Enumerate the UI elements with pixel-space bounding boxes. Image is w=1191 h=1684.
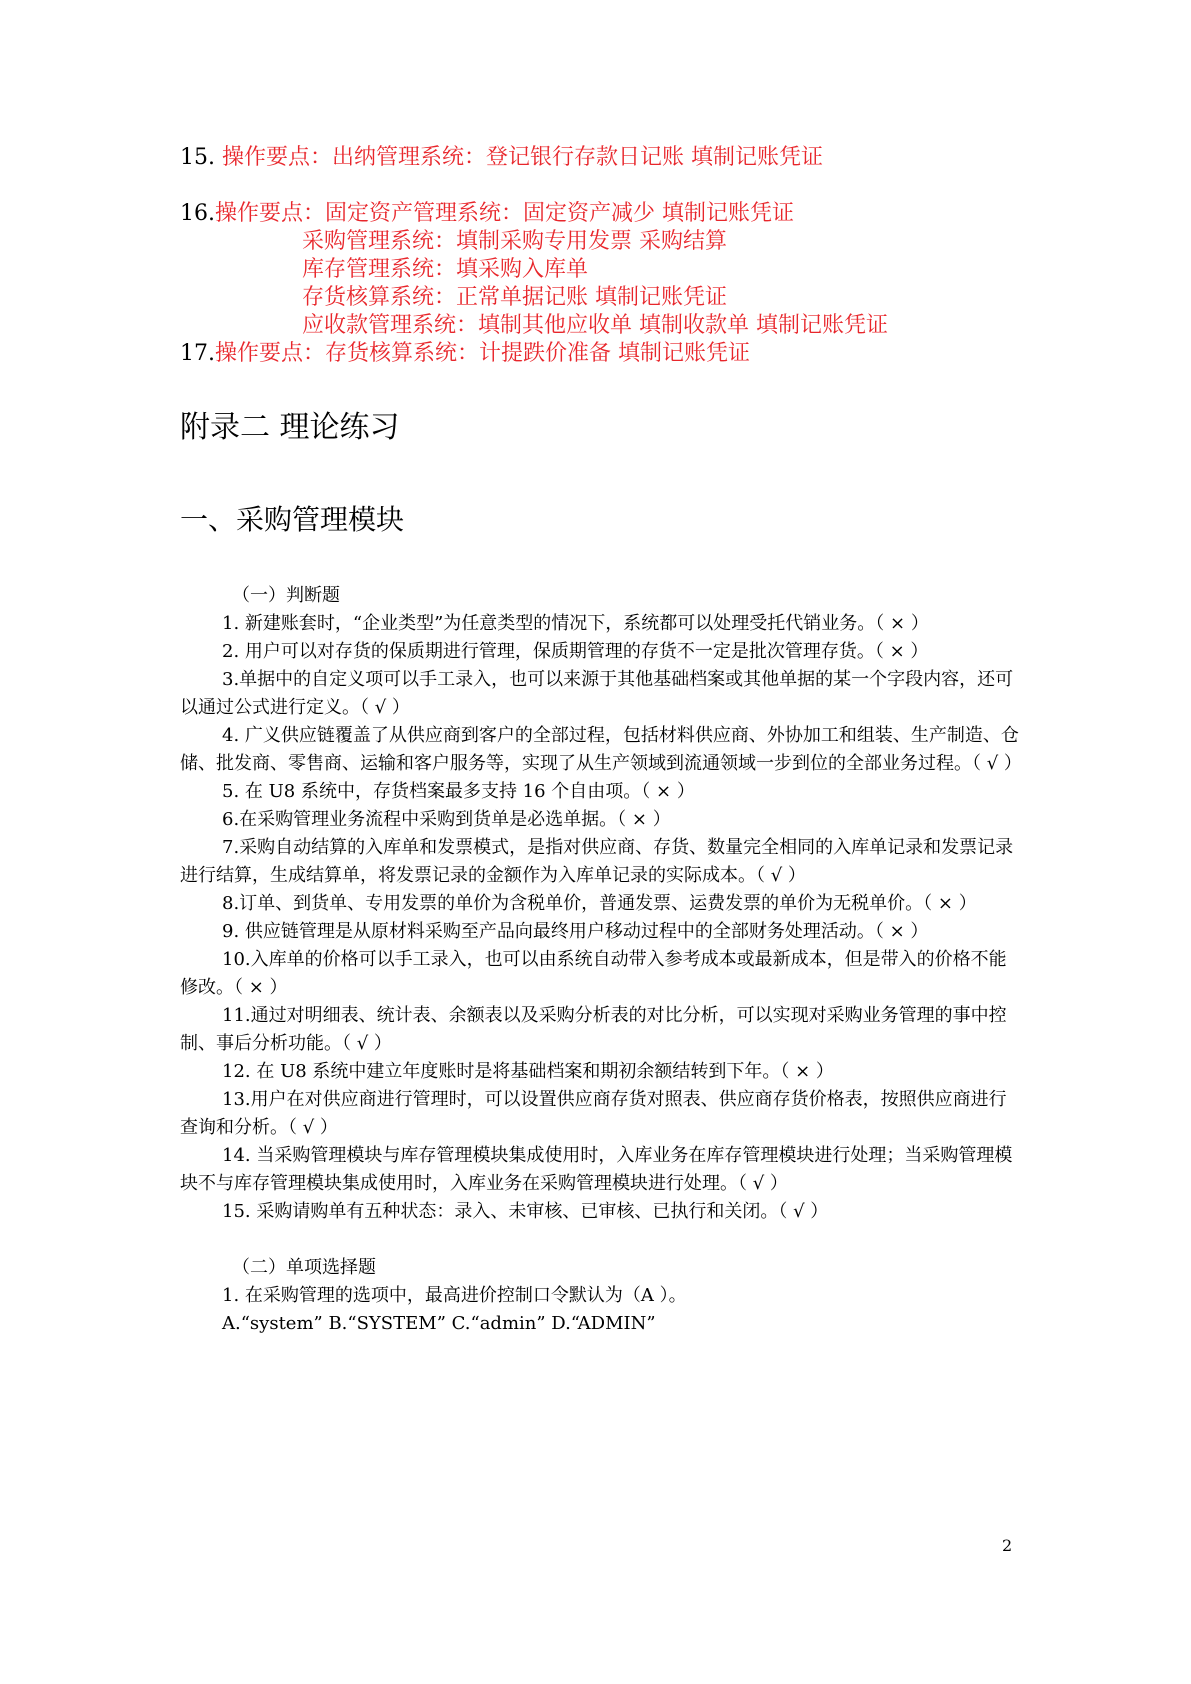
op-subitem: 应收款管理系统：填制其他应收单 填制收款单 填制记账凭证 [302, 313, 888, 338]
op-item-17 [180, 340, 1080, 368]
judge-item: 2. 用户可以对存货的保质期进行管理，保质期管理的存货不一定是批次管理存货。（ × ） [222, 641, 929, 662]
judge-item: 3.单据中的自定义项可以手工录入，也可以来源于其他基础档案或其他单据的某一个字段内容，还可以通过公式进行定义。（ √ ） [180, 669, 1014, 718]
judge-item: 10.入库单的价格可以手工录入，也可以由系统自动带入参考成本或最新成本，但是带入的价格不能修改。（ × ） [180, 949, 1007, 998]
appendix-title: 附录二 理论练习 [180, 410, 400, 445]
op-text: 操作要点：存货核算系统：计提跌价准备 填制记账凭证 [215, 341, 750, 366]
judge-item: 4. 广义供应链覆盖了从供应商到客户的全部过程，包括材料供应商、外协加工和组装、生产制造、仓储、批发商、零售商、运输和客户服务等，实现了从生产领域到流通领域一步到位的全部业务过程。（ √ ） [180, 725, 1022, 774]
op-subitem: 库存管理系统：填采购入库单 [302, 257, 589, 282]
judge-item: 6.在采购管理业务流程中采购到货单是必选单据。（ × ） [222, 809, 671, 830]
exercise-content [180, 582, 1020, 1338]
op-number: 17. [180, 341, 215, 366]
section-title: 一、采购管理模块 [180, 503, 405, 536]
judge-item: 7.采购自动结算的入库单和发票模式，是指对供应商、存货、数量完全相同的入库单记录和发票记录进行结算，生成结算单，将发票记录的金额作为入库单记录的实际成本。（ √ ） [180, 837, 1014, 886]
operation-points [180, 144, 1080, 368]
judge-item: 15. 采购请购单有五种状态：录入、未审核、已审核、已执行和关闭。（ √ ） [222, 1201, 829, 1222]
judge-item: 11.通过对明细表、统计表、余额表以及采购分析表的对比分析，可以实现对采购业务管理的事中控制、事后分析功能。（ √ ） [180, 1005, 1007, 1054]
op-text: 操作要点：出纳管理系统：登记银行存款日记账 填制记账凭证 [221, 145, 823, 170]
judge-item: 14. 当采购管理模块与库存管理模块集成使用时，入库业务在库存管理模块进行处理；当采购管理模块不与库存管理模块集成使用时，入库业务在采购管理模块进行处理。（ √ ） [180, 1145, 1013, 1194]
choice-heading: （二）单项选择题 [232, 1257, 376, 1278]
op-subitem: 存货核算系统：正常单据记账 填制记账凭证 [302, 285, 727, 310]
op-number: 15. [180, 145, 222, 170]
op-number: 16. [180, 201, 215, 226]
judge-item: 9. 供应链管理是从原材料采购至产品向最终用户移动过程中的全部财务处理活动。（ × ） [222, 921, 929, 942]
choice-question: 1. 在采购管理的选项中，最高进价控制口令默认为（A ）。 [222, 1285, 687, 1306]
op-subitem: 采购管理系统：填制采购专用发票 采购结算 [302, 229, 727, 254]
page-number: 2 [1002, 1536, 1013, 1555]
judge-item: 8.订单、到货单、专用发票的单价为含税单价，普通发票、运费发票的单价为无税单价。（ × ） [222, 893, 977, 914]
op-item-16 [180, 200, 1080, 228]
judge-item: 13.用户在对供应商进行管理时，可以设置供应商存货对照表、供应商存货价格表，按照供应商进行查询和分析。（ √ ） [180, 1089, 1007, 1138]
op-item-15 [180, 144, 1080, 172]
judge-item: 1. 新建账套时，“企业类型”为任意类型的情况下，系统都可以处理受托代销业务。（ × ） [222, 613, 929, 634]
judge-heading: （一）判断题 [232, 585, 340, 606]
op-text: 操作要点：固定资产管理系统：固定资产减少 填制记账凭证 [215, 201, 794, 226]
choice-options: A.“system” B.“SYSTEM” C.“admin” D.“ADMIN” [222, 1313, 656, 1334]
judge-item: 5. 在 U8 系统中，存货档案最多支持 16 个自由项。（ × ） [222, 781, 695, 802]
judge-item: 12. 在 U8 系统中建立年度账时是将基础档案和期初余额结转到下年。（ × ） [222, 1061, 834, 1082]
